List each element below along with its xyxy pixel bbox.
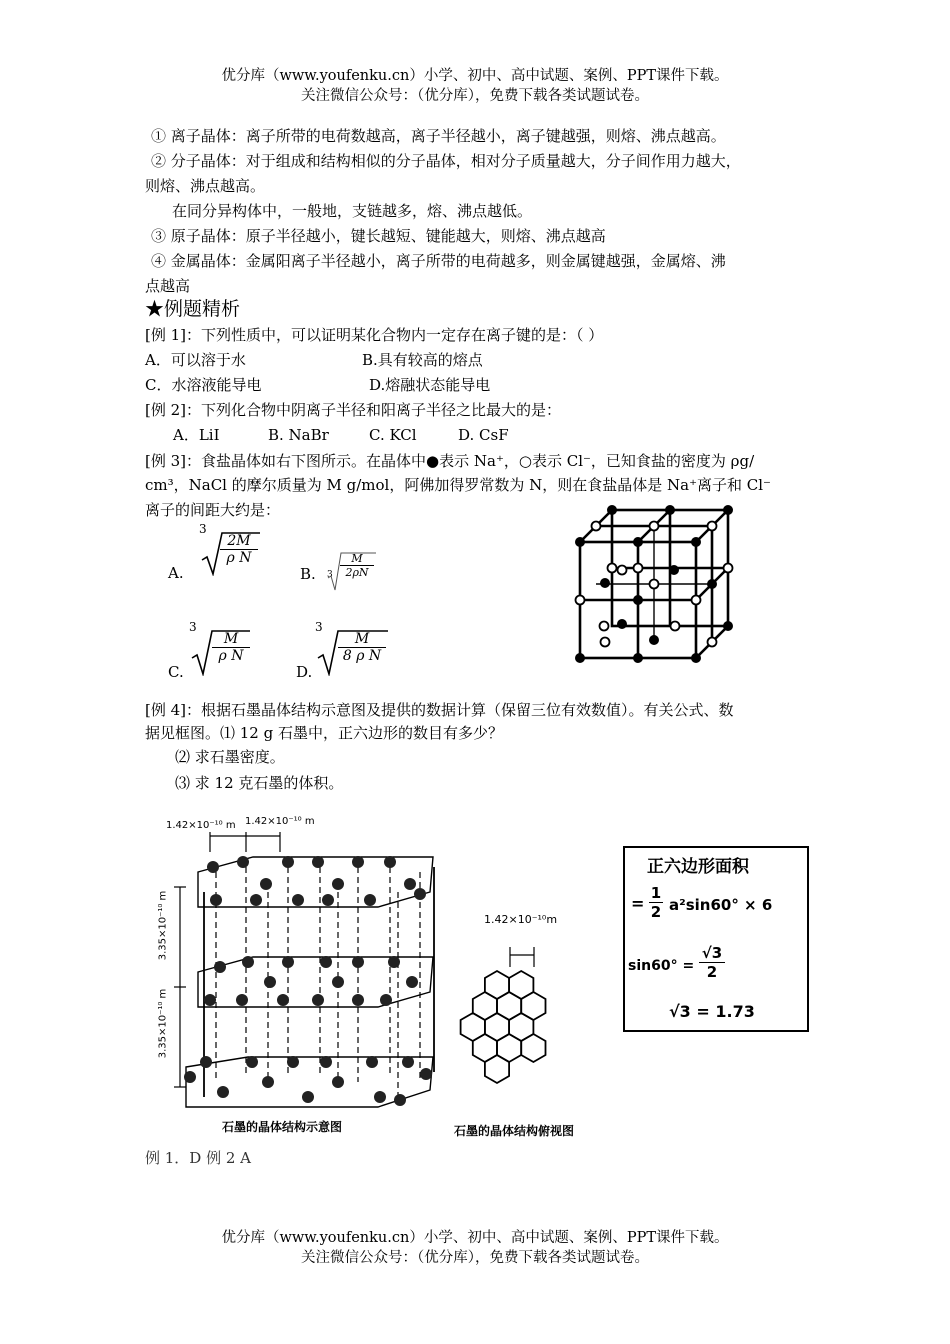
option-c-denominator: ρ N [218, 648, 244, 664]
graphite-structure-figure [158, 812, 448, 1124]
example2-option-c: C. KCl [369, 426, 417, 444]
example4-line3: ⑵ 求石墨密度。 [175, 748, 285, 766]
page-footer-line2: 关注微信公众号：（优分库），免费下载各类试题试卷。 [301, 1250, 649, 1266]
example3-line3: 离子的间距大约是： [145, 501, 281, 519]
layer-spacing-label-b: 3.35×10⁻¹⁰ m [157, 988, 169, 1059]
rule-metallic-b: 点越高 [145, 277, 191, 295]
rule-metallic-a: ④ 金属晶体：金属阳离子半径越小，离子所带的电荷越多，则金属键越强，金属熔、沸 [151, 252, 726, 270]
formula-eq3: √3 = 1.73 [669, 1002, 755, 1021]
rule-ionic: ① 离子晶体：离子所带的电荷数越高，离子半径越小，离子键越强，则熔、沸点越高。 [151, 127, 726, 145]
example1-option-c: C．水溶液能导电 [145, 376, 262, 394]
option-b-label: B. [300, 565, 316, 583]
graphite-topview-figure [442, 945, 592, 1095]
option-a-label: A. [168, 564, 184, 582]
formula-eq1-fraction [649, 884, 663, 921]
option-a-fraction [220, 533, 258, 566]
rule-atomic: ③ 原子晶体：原子半径越小，键长越短、键能越大，则熔、沸点越高 [151, 227, 606, 245]
example3-option-b [300, 548, 390, 596]
topview-bond-label: 1.42×10⁻¹⁰m [484, 913, 558, 926]
example4-line4: ⑶ 求 12 克石墨的体积。 [175, 774, 344, 792]
rule-molecular-a: ② 分子晶体：对于组成和结构相似的分子晶体，相对分子质量越大，分子间作用力越大， [151, 152, 741, 170]
example2-option-a: A．LiI [173, 426, 220, 444]
option-c-fraction [212, 631, 250, 664]
formula-eq1-den: 2 [650, 903, 662, 921]
option-d-label: D. [296, 663, 313, 681]
option-d-fraction [338, 631, 386, 664]
example3-option-a [168, 522, 288, 586]
hexagon-ring [485, 1055, 509, 1083]
option-b-index: 3 [327, 570, 333, 580]
example4-line1: [例 4]：根据石墨晶体结构示意图及提供的数据计算（保留三位有效数值）。有关公式、数 [145, 701, 734, 719]
bond-label-a: 1.42×10⁻¹⁰ m [166, 820, 236, 831]
caption-structure: 石墨的晶体结构示意图 [222, 1120, 343, 1134]
example1-question: [例 1]：下列性质中，可以证明某化合物内一定存在离子键的是：（ ） [145, 326, 604, 344]
formula-eq2-den: 2 [706, 963, 718, 981]
rule-molecular-b: 则熔、沸点越高。 [145, 177, 266, 195]
page-header-line1: 优分库（www.youfenku.cn）小学、初中、高中试题、案例、PPT课件下载。 [221, 68, 729, 84]
example1-option-d: D.熔融状态能导电 [369, 376, 491, 394]
formula-eq2-num: √3 [699, 944, 725, 963]
formula-eq1-prefix: = [631, 894, 645, 913]
example1-option-b: B.具有较高的熔点 [362, 351, 483, 369]
option-d-index: 3 [315, 620, 323, 634]
example2-question: [例 2]：下列化合物中阴离子半径和阳离子半径之比最大的是： [145, 401, 562, 419]
option-b-denominator: 2ρN [345, 566, 369, 579]
answers-line: 例 1．D 例 2 A [145, 1149, 252, 1167]
option-c-label: C. [168, 663, 184, 681]
hexagon-area-formula-box [623, 846, 809, 1032]
example3-option-d [296, 620, 406, 684]
example2-option-b: B. NaBr [268, 426, 329, 444]
option-a-denominator: ρ N [226, 550, 252, 566]
page-footer-line1: 优分库（www.youfenku.cn）小学、初中、高中试题、案例、PPT课件下载。 [221, 1230, 729, 1246]
example4-line2: 据见框图。⑴ 12 g 石墨中，正六边形的数目有多少？ [145, 724, 503, 742]
formula-title: 正六边形面积 [647, 857, 749, 877]
layer-spacing-label-a: 3.35×10⁻¹⁰ m [157, 890, 169, 961]
option-a-numerator: 2M [220, 533, 258, 550]
caption-topview: 石墨的晶体结构俯视图 [454, 1124, 575, 1138]
example1-option-a: A．可以溶于水 [145, 351, 246, 369]
option-c-numerator: M [212, 631, 250, 648]
example3-line2: cm³，NaCl 的摩尔质量为 M g/mol，阿佛加得罗常数为 N，则在食盐晶体是 Na⁺离子和 Cl⁻ [145, 476, 771, 494]
example2-option-d: D. CsF [458, 426, 509, 444]
hexagon-ring [521, 1034, 545, 1062]
option-d-numerator: M [338, 631, 386, 648]
nacl-crystal-figure [570, 498, 740, 668]
page-header-line2: 关注微信公众号：（优分库），免费下载各类试题试卷。 [301, 88, 649, 104]
option-a-index: 3 [199, 522, 207, 536]
option-b-numerator: M [340, 552, 374, 566]
formula-eq1-rest: a²sin60° × 6 [669, 896, 773, 914]
example3-option-c [168, 620, 288, 684]
example3-line1: [例 3]：食盐晶体如右下图所示。在晶体中●表示 Na⁺，○表示 Cl⁻，已知食盐的密度为 ρg/ [145, 452, 755, 470]
option-b-fraction [340, 552, 374, 579]
formula-eq2-fraction [699, 944, 725, 981]
bond-label-b: 1.42×10⁻¹⁰ m [245, 816, 315, 827]
option-c-index: 3 [189, 620, 197, 634]
rule-isomer: 在同分异构体中，一般地，支链越多，熔、沸点越低。 [172, 202, 533, 220]
section-title: ★例题精析 [145, 298, 241, 320]
formula-eq2-prefix: sin60° = [628, 958, 695, 974]
formula-eq1-num: 1 [650, 884, 662, 902]
option-d-denominator: 8 ρ N [342, 648, 382, 664]
